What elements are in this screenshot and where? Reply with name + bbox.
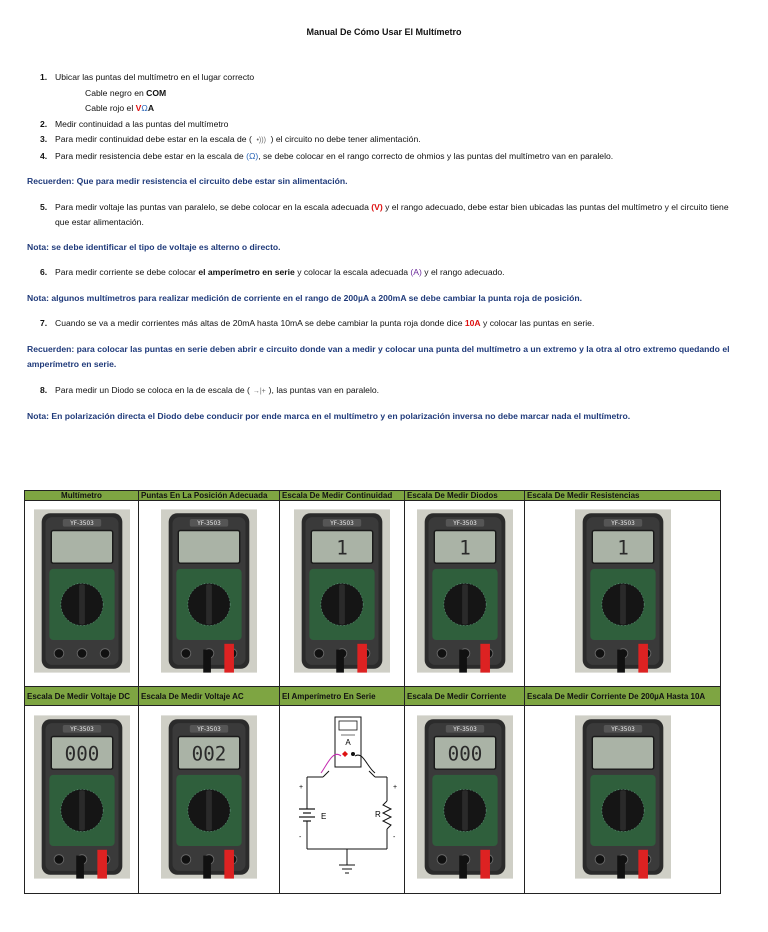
table-header: Escala De Medir Diodos	[405, 491, 525, 501]
list-subitem-black-cable: Cable negro en COM	[85, 87, 167, 98]
page-title: Manual De Cómo Usar El Multímetro	[306, 27, 462, 37]
svg-text:-: -	[299, 834, 302, 841]
svg-text:-: -	[393, 834, 396, 841]
list-item-4: 4. Para medir resistencia debe estar en la escala de (Ω), se debe colocar en el rango correcto de ohmios y las puntas del multímetro van en paralelo.	[40, 150, 614, 161]
svg-text:+: +	[299, 784, 304, 791]
list-item-5: 5. Para medir voltaje las puntas van paralelo, se debe colocar en la escala adecuada (V) y el rango adecuado, debe estar bien ubicadas las puntas del multímetro y el circuito tiene que estar alimentación.	[40, 201, 729, 227]
lcd-reading: 000	[447, 742, 482, 766]
table-cell	[25, 706, 139, 894]
list-item-8: 8. Para medir un Diodo se coloca en la de escala de ( →|+ ), las puntas van en paralelo.	[27, 383, 742, 400]
multimeter-drawing	[575, 505, 671, 677]
list-item-1: 1. Ubicar las puntas del multímetro en el lugar correcto	[40, 72, 255, 82]
multimeter-photo	[34, 505, 130, 682]
table-header: Puntas En La Posición Adecuada	[139, 491, 280, 501]
multimeter-drawing	[417, 710, 513, 884]
multimeter-photo	[34, 710, 130, 889]
multimeter-photo	[417, 505, 513, 682]
note-series: Recuerden: para colocar las puntas en serie deben abrir e circuito donde van a medir y colocar una punta del multímetro a un extremo y la otra al otro extremo quedando el amperímetro en serie.	[27, 343, 730, 369]
note-current-range: Nota: algunos multímetros para realizar medición de corriente en el rango de 200µA a 200mA se debe cambiar la punta roja de posición.	[27, 292, 582, 303]
list-subitem-red-cable: Cable rojo el VΩA	[85, 103, 155, 113]
brand-label: YF-3503	[452, 521, 477, 528]
note-diode: Nota: En polarización directa el Diodo debe conducir por ende marca en el multímetro y en polarización inversa no debe marcar nada el multímetro.	[27, 411, 631, 421]
multimeter-drawing	[34, 710, 130, 884]
brand-label: YF-3503	[69, 521, 94, 528]
multimeter-photo	[294, 505, 390, 682]
multimeter-drawing	[161, 505, 257, 677]
diode-symbol: →|+	[252, 387, 266, 395]
table-header: Escala De Medir Voltaje DC	[25, 687, 139, 706]
table-cell	[139, 501, 280, 687]
table-header: Escala De Medir Corriente	[405, 687, 525, 706]
brand-label: YF-3503	[69, 727, 94, 734]
table-cell	[139, 706, 280, 894]
brand-label: YF-3503	[197, 521, 221, 528]
list-item-3: 3. Para medir continuidad debe estar en la escala de ( •))) ) el circuito no debe tener alimentación.	[27, 132, 742, 149]
table-header-row-2	[25, 687, 721, 706]
table-cell	[405, 706, 525, 894]
lcd-reading: 002	[191, 742, 227, 766]
table-header: Escala De Medir Resistencias	[525, 491, 721, 501]
resistor-label: R	[375, 810, 381, 819]
multimeter-photo	[161, 505, 257, 682]
brand-label: YF-3503	[610, 727, 635, 734]
multimeter-photo	[575, 505, 671, 682]
brand-label: YF-3503	[610, 521, 635, 528]
table-header: Escala De Medir Voltaje AC	[139, 687, 280, 706]
multimeter-drawing	[575, 710, 671, 884]
lcd-reading: 000	[64, 742, 99, 766]
table-header: El Amperímetro En Serie	[280, 687, 405, 706]
table-header: Escala De Medir Corriente De 200µA Hasta 10A	[525, 687, 721, 706]
note-resistance: Recuerden: Que para medir resistencia el circuito debe estar sin alimentación.	[27, 176, 348, 186]
brand-label: YF-3503	[452, 727, 477, 734]
svg-text:+: +	[393, 784, 398, 791]
lcd-reading: 1	[336, 536, 348, 560]
source-label: E	[321, 812, 327, 821]
multimeter-drawing	[161, 710, 257, 884]
table-row-images-1	[25, 501, 721, 687]
table-cell	[525, 501, 721, 687]
lcd-reading: 1	[616, 536, 629, 560]
table-cell	[405, 501, 525, 687]
table-cell	[280, 501, 405, 687]
multimeter-photo	[575, 710, 671, 889]
list-item-7: 7. Cuando se va a medir corrientes más altas de 20mA hasta 10mA se debe cambiar la punta roja donde dice 10A y colocar las puntas en serie.	[40, 318, 595, 328]
list-item-2: 2. Medir continuidad a las puntas del multímetro	[40, 118, 229, 129]
brand-label: YF-3503	[330, 521, 354, 528]
continuity-symbol: •)))	[256, 137, 266, 144]
note-voltage: Nota: se debe identificar el tipo de voltaje es alterno o directo.	[27, 241, 281, 252]
table-cell	[25, 501, 139, 687]
multimeter-drawing	[417, 505, 513, 677]
table-row-images-2	[25, 706, 721, 894]
brand-label: YF-3503	[197, 727, 221, 734]
table-header: Escala De Medir Continuidad	[280, 491, 405, 501]
list-item-6: 6. Para medir corriente se debe colocar el amperímetro en serie y colocar la escala adecuada (A) y el rango adecuado.	[40, 267, 505, 277]
multimeter-photo	[161, 710, 257, 889]
table-cell	[280, 706, 405, 894]
multimeter-drawing	[34, 505, 130, 677]
table-header: Multímetro	[25, 491, 139, 501]
table-cell	[525, 706, 721, 894]
multimeter-drawing	[294, 505, 390, 677]
table-header-row-1	[25, 491, 721, 501]
series-ammeter-circuit	[283, 709, 401, 885]
ammeter-label: A	[345, 738, 351, 747]
instructions	[27, 70, 742, 425]
lcd-reading: 1	[458, 536, 471, 560]
multimeter-photo	[417, 710, 513, 889]
multimeter-table	[24, 490, 721, 894]
